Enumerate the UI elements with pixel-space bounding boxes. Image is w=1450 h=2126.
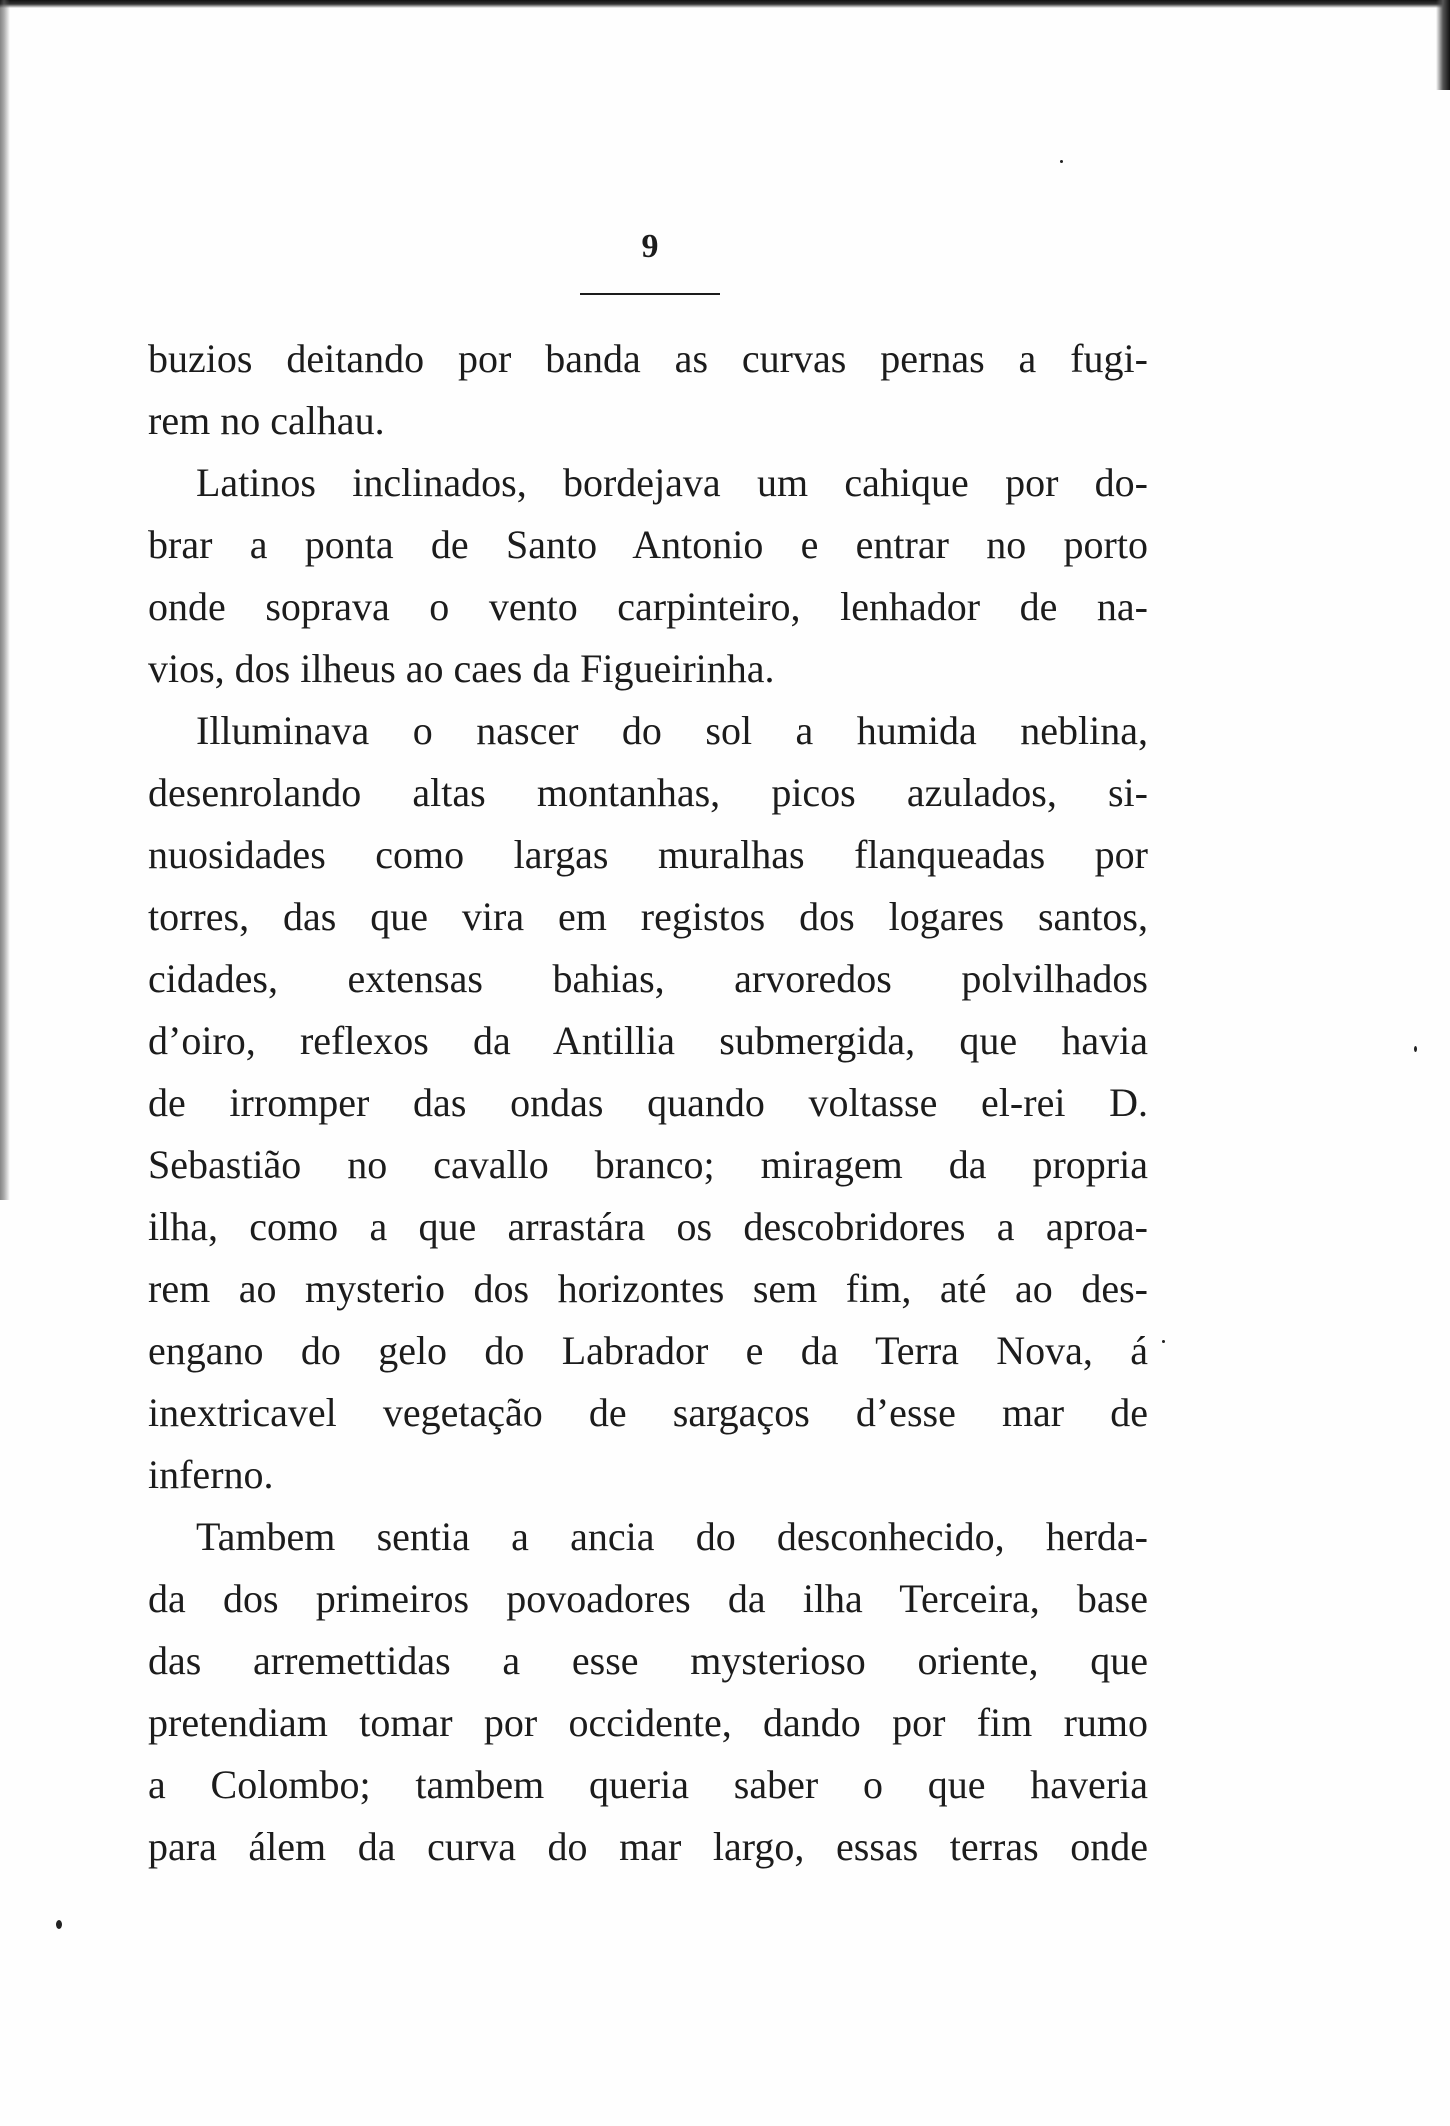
text-line: vios, dos ilheus ao caes da Figueirinha. xyxy=(148,646,775,691)
text-line: d’oiro, reflexos da Antillia submergida, que havia xyxy=(148,1018,1148,1063)
scan-edge-left xyxy=(0,0,10,1200)
text-line: a Colombo; tambem queria saber o que haveria xyxy=(148,1762,1148,1807)
scan-speck xyxy=(1414,1046,1417,1052)
text-line: buzios deitando por banda as curvas pernas a fugi- xyxy=(148,336,1148,381)
paragraph-start-line: Tambem sentia a ancia do desconhecido, herda- xyxy=(196,1514,1148,1559)
scan-speck xyxy=(1162,1340,1165,1343)
text-line: rem no calhau. xyxy=(148,398,385,443)
text-line: das arremettidas a esse mysterioso oriente, que xyxy=(148,1638,1148,1683)
text-line: Sebastião no cavallo branco; miragem da propria xyxy=(148,1142,1148,1187)
text-line: inextricavel vegetação de sargaços d’esse mar de xyxy=(148,1390,1148,1435)
text-line: cidades, extensas bahias, arvoredos polvilhados xyxy=(148,956,1148,1001)
text-line: ilha, como a que arrastára os descobridores a aproa- xyxy=(148,1204,1148,1249)
text-line: desenrolando altas montanhas, picos azulados, si- xyxy=(148,770,1148,815)
text-line: de irromper das ondas quando voltasse el-rei D. xyxy=(148,1080,1148,1125)
text-line: rem ao mysterio dos horizontes sem fim, até ao des- xyxy=(148,1266,1148,1311)
scan-edge-top xyxy=(0,0,1450,8)
text-line: pretendiam tomar por occidente, dando por fim rumo xyxy=(148,1700,1148,1745)
body-text xyxy=(148,328,1148,1878)
paragraph-start-line: Latinos inclinados, bordejava um cahique por do- xyxy=(196,460,1148,505)
scan-edge-right xyxy=(1436,0,1450,90)
text-line: nuosidades como largas muralhas flanqueadas por xyxy=(148,832,1148,877)
scan-speck xyxy=(1060,160,1063,163)
text-line: torres, das que vira em registos dos logares santos, xyxy=(148,894,1148,939)
text-line: onde soprava o vento carpinteiro, lenhador de na- xyxy=(148,584,1148,629)
text-line: brar a ponta de Santo Antonio e entrar no porto xyxy=(148,522,1148,567)
text-line: inferno. xyxy=(148,1452,274,1497)
scan-speck xyxy=(56,1920,62,1929)
text-line: para álem da curva do mar largo, essas terras onde xyxy=(148,1824,1148,1869)
page-number-rule xyxy=(580,293,720,295)
text-line: da dos primeiros povoadores da ilha Terceira, base xyxy=(148,1576,1148,1621)
page-number: 9 xyxy=(641,228,659,265)
text-line: engano do gelo do Labrador e da Terra Nova, á xyxy=(148,1328,1148,1373)
paragraph-start-line: Illuminava o nascer do sol a humida neblina, xyxy=(196,708,1148,753)
